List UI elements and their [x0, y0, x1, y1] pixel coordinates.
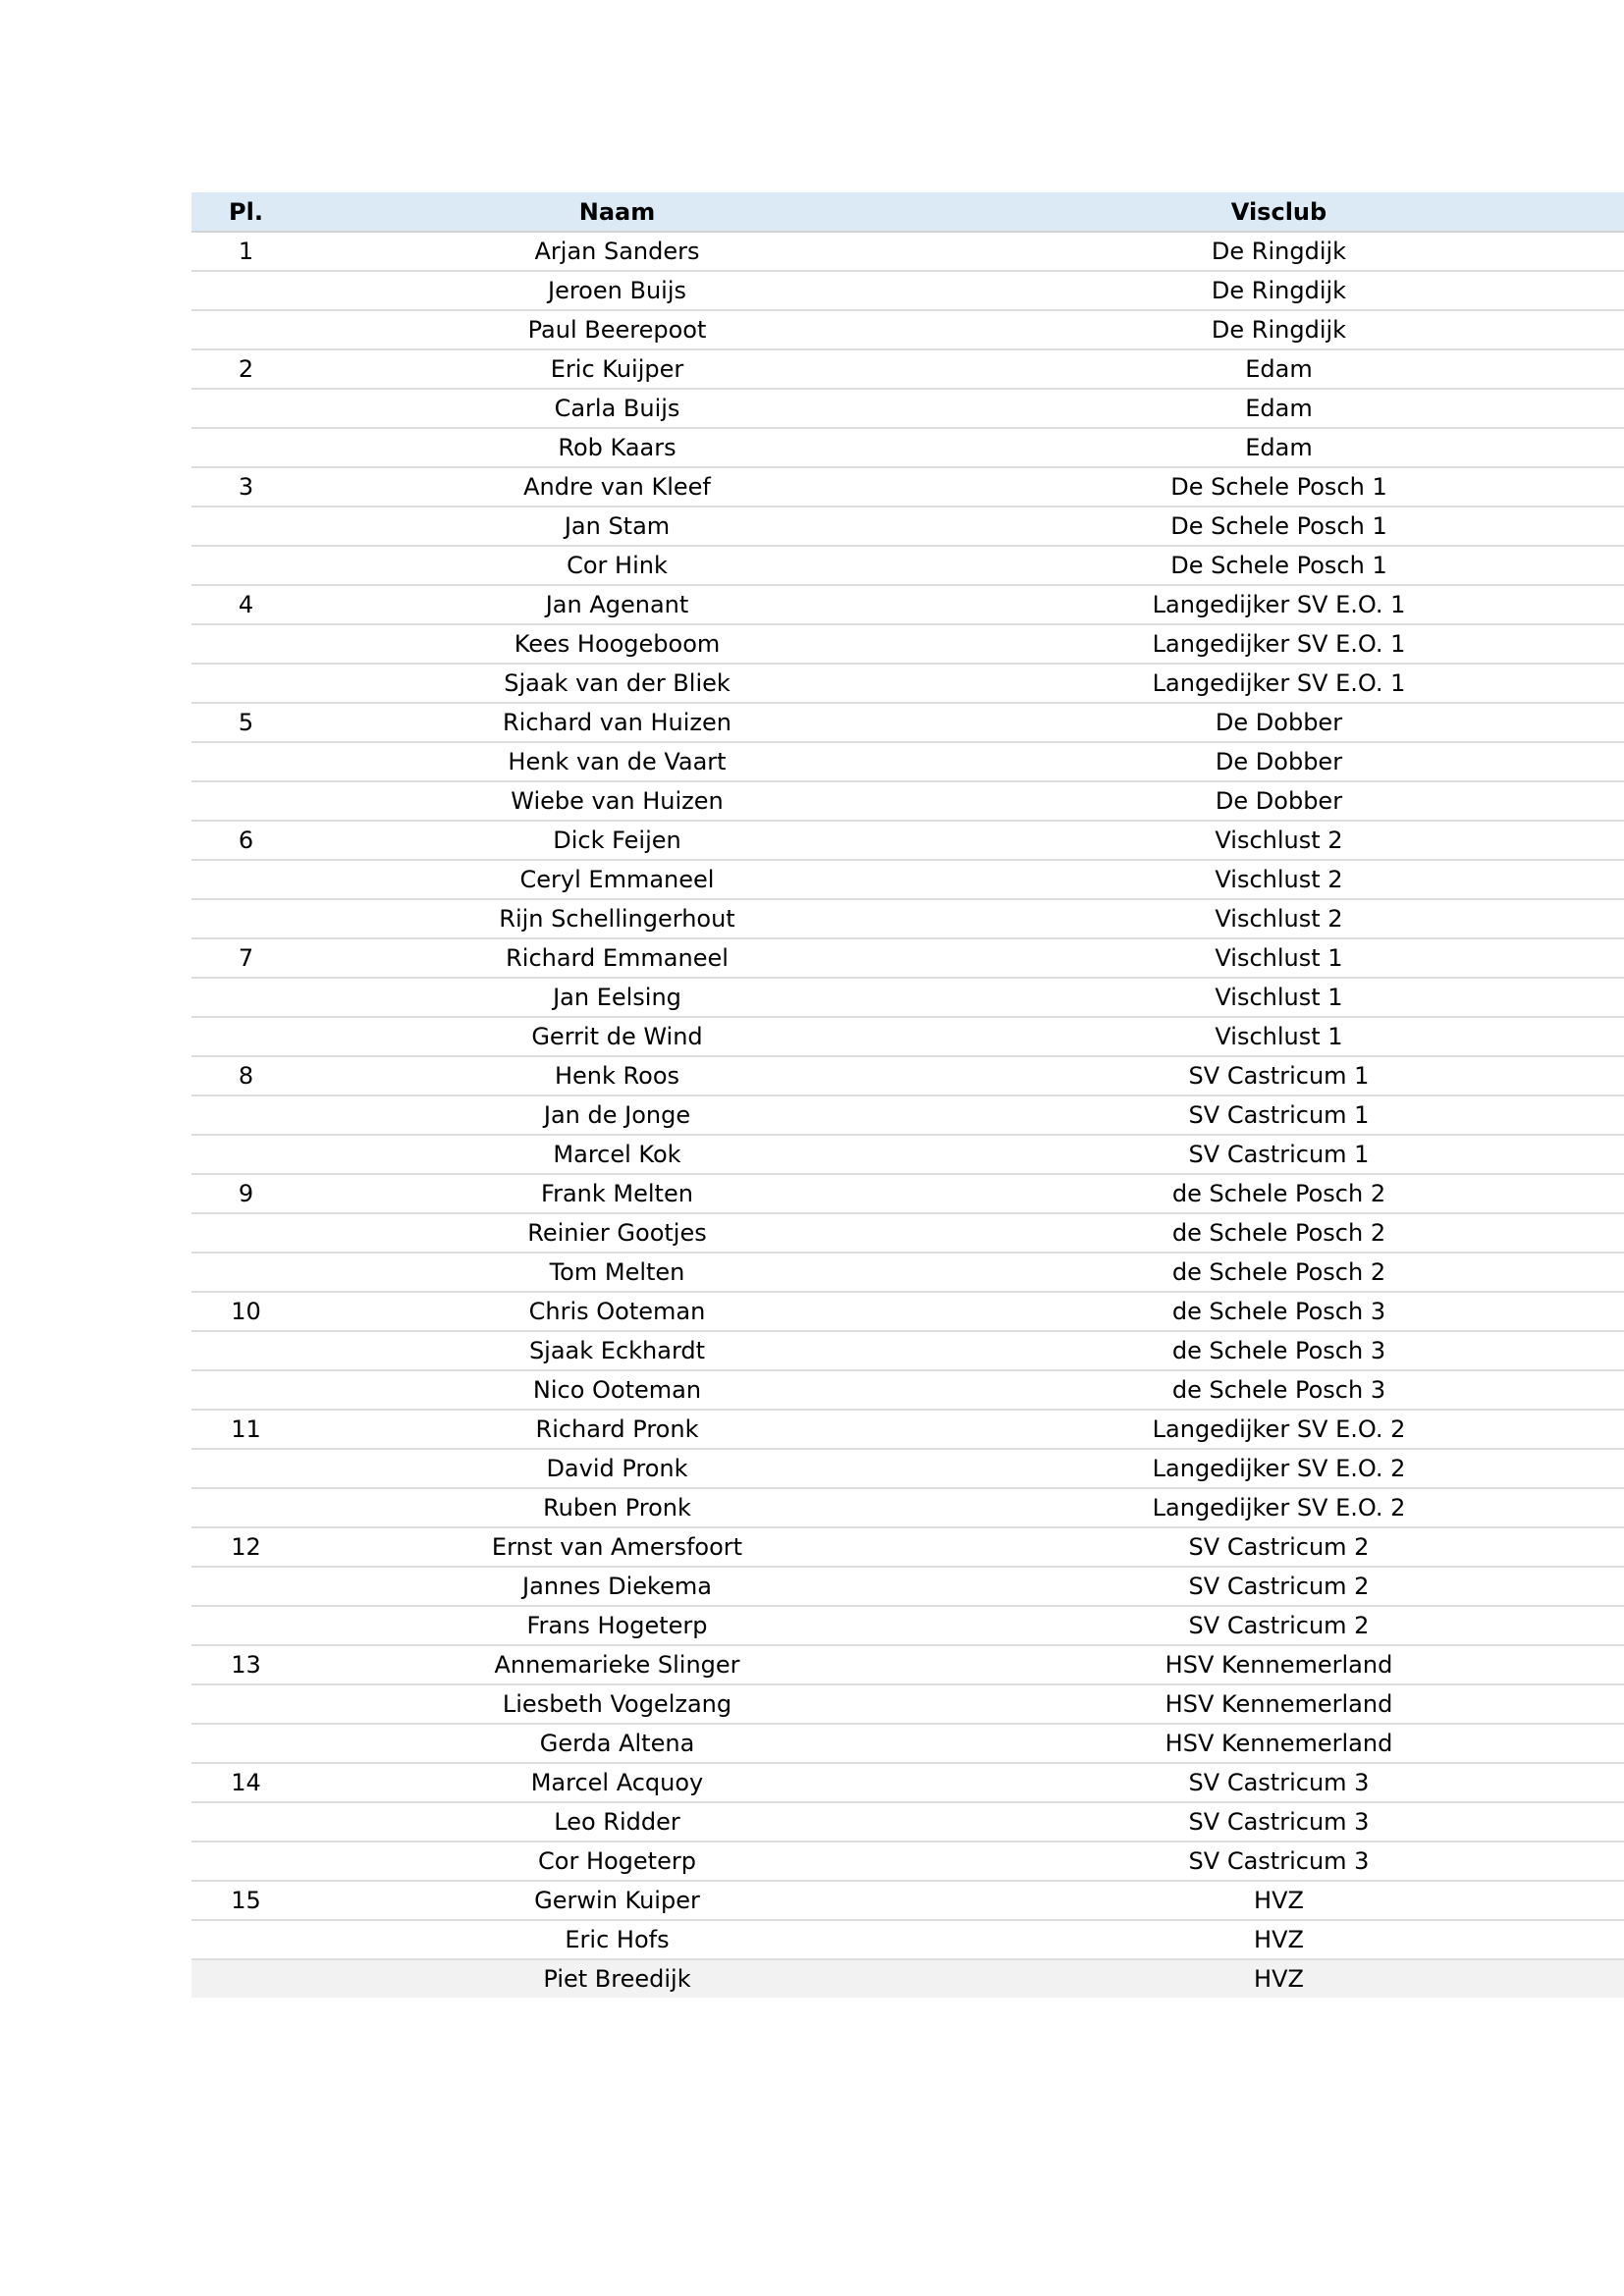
club-cell: De Schele Posch 1	[934, 467, 1624, 507]
name-cell: Ruben Pronk	[300, 1488, 934, 1527]
table-row	[191, 1488, 1624, 1527]
club-cell: de Schele Posch 2	[934, 1253, 1624, 1292]
club-cell: de Schele Posch 2	[934, 1174, 1624, 1213]
name-cell: Jan Agenant	[300, 585, 934, 624]
table-row	[191, 624, 1624, 664]
name-cell: Eric Hofs	[300, 1920, 934, 1959]
club-cell: Vischlust 1	[934, 1017, 1624, 1056]
place-cell: 9	[191, 1174, 300, 1213]
table-row	[191, 1959, 1624, 1998]
table-row	[191, 1449, 1624, 1488]
table-row	[191, 1802, 1624, 1842]
club-cell: SV Castricum 2	[934, 1527, 1624, 1567]
name-cell: Cor Hogeterp	[300, 1842, 934, 1881]
place-cell: 1	[191, 232, 300, 271]
name-cell: Paul Beerepoot	[300, 310, 934, 349]
place-cell	[191, 860, 300, 899]
table-row	[191, 1527, 1624, 1567]
results-table	[191, 192, 1624, 1998]
table-row	[191, 703, 1624, 742]
club-cell: Vischlust 2	[934, 821, 1624, 860]
name-cell: Henk Roos	[300, 1056, 934, 1095]
table-row	[191, 978, 1624, 1017]
club-cell: Langedijker SV E.O. 1	[934, 585, 1624, 624]
club-cell: Langedijker SV E.O. 1	[934, 664, 1624, 703]
place-cell	[191, 1213, 300, 1253]
name-cell: Richard Pronk	[300, 1410, 934, 1449]
club-cell: de Schele Posch 2	[934, 1213, 1624, 1253]
club-cell: De Schele Posch 1	[934, 546, 1624, 585]
table-row	[191, 1724, 1624, 1763]
table-row	[191, 1135, 1624, 1174]
place-cell	[191, 1959, 300, 1998]
name-cell: Ernst van Amersfoort	[300, 1527, 934, 1567]
name-cell: Jan Stam	[300, 507, 934, 546]
place-cell: 6	[191, 821, 300, 860]
place-cell	[191, 1331, 300, 1370]
place-cell	[191, 1017, 300, 1056]
results-body	[191, 232, 1624, 1998]
name-cell: Frans Hogeterp	[300, 1606, 934, 1645]
table-row	[191, 1684, 1624, 1724]
table-row	[191, 1253, 1624, 1292]
table-row	[191, 1763, 1624, 1802]
table-row	[191, 938, 1624, 978]
header-row	[191, 192, 1624, 232]
name-cell: Frank Melten	[300, 1174, 934, 1213]
table-row	[191, 507, 1624, 546]
place-cell	[191, 1567, 300, 1606]
column-header-name: Naam	[300, 192, 934, 232]
name-cell: Rob Kaars	[300, 428, 934, 467]
name-cell: Richard Emmaneel	[300, 938, 934, 978]
table-row	[191, 1056, 1624, 1095]
name-cell: Cor Hink	[300, 546, 934, 585]
name-cell: Sjaak Eckhardt	[300, 1331, 934, 1370]
club-cell: de Schele Posch 3	[934, 1331, 1624, 1370]
table-row	[191, 1095, 1624, 1135]
table-row	[191, 1842, 1624, 1881]
name-cell: Sjaak van der Bliek	[300, 664, 934, 703]
club-cell: SV Castricum 2	[934, 1567, 1624, 1606]
place-cell	[191, 428, 300, 467]
name-cell: Andre van Kleef	[300, 467, 934, 507]
place-cell	[191, 1370, 300, 1410]
name-cell: Dick Feijen	[300, 821, 934, 860]
table-row	[191, 467, 1624, 507]
column-header-club: Visclub	[934, 192, 1624, 232]
place-cell: 4	[191, 585, 300, 624]
place-cell	[191, 1802, 300, 1842]
table-row	[191, 1213, 1624, 1253]
place-cell	[191, 310, 300, 349]
place-cell: 15	[191, 1881, 300, 1920]
club-cell: Vischlust 1	[934, 938, 1624, 978]
name-cell: Reinier Gootjes	[300, 1213, 934, 1253]
club-cell: Langedijker SV E.O. 1	[934, 624, 1624, 664]
place-cell: 13	[191, 1645, 300, 1684]
table-row	[191, 1370, 1624, 1410]
club-cell: SV Castricum 1	[934, 1095, 1624, 1135]
name-cell: Leo Ridder	[300, 1802, 934, 1842]
place-cell	[191, 781, 300, 821]
name-cell: Carla Buijs	[300, 389, 934, 428]
table-row	[191, 821, 1624, 860]
name-cell: Gerwin Kuiper	[300, 1881, 934, 1920]
name-cell: Jeroen Buijs	[300, 271, 934, 310]
table-row	[191, 781, 1624, 821]
place-cell: 7	[191, 938, 300, 978]
table-row	[191, 271, 1624, 310]
club-cell: De Ringdijk	[934, 310, 1624, 349]
club-cell: de Schele Posch 3	[934, 1292, 1624, 1331]
place-cell	[191, 899, 300, 938]
table-row	[191, 1331, 1624, 1370]
place-cell	[191, 1135, 300, 1174]
place-cell	[191, 271, 300, 310]
club-cell: De Schele Posch 1	[934, 507, 1624, 546]
place-cell	[191, 742, 300, 781]
name-cell: Liesbeth Vogelzang	[300, 1684, 934, 1724]
place-cell	[191, 664, 300, 703]
club-cell: De Ringdijk	[934, 232, 1624, 271]
club-cell: SV Castricum 3	[934, 1763, 1624, 1802]
table-row	[191, 585, 1624, 624]
place-cell	[191, 978, 300, 1017]
club-cell: SV Castricum 3	[934, 1802, 1624, 1842]
table-row	[191, 1881, 1624, 1920]
club-cell: De Dobber	[934, 781, 1624, 821]
name-cell: Annemarieke Slinger	[300, 1645, 934, 1684]
table-row	[191, 1174, 1624, 1213]
club-cell: HVZ	[934, 1881, 1624, 1920]
club-cell: Edam	[934, 428, 1624, 467]
table-row	[191, 664, 1624, 703]
name-cell: Jan Eelsing	[300, 978, 934, 1017]
table-row	[191, 742, 1624, 781]
place-cell	[191, 1253, 300, 1292]
club-cell: Langedijker SV E.O. 2	[934, 1410, 1624, 1449]
club-cell: SV Castricum 1	[934, 1056, 1624, 1095]
name-cell: Arjan Sanders	[300, 232, 934, 271]
club-cell: Vischlust 2	[934, 899, 1624, 938]
place-cell	[191, 1684, 300, 1724]
table-row	[191, 860, 1624, 899]
table-row	[191, 428, 1624, 467]
place-cell: 8	[191, 1056, 300, 1095]
place-cell	[191, 1724, 300, 1763]
place-cell: 10	[191, 1292, 300, 1331]
club-cell: De Dobber	[934, 742, 1624, 781]
table-row	[191, 1606, 1624, 1645]
name-cell: Gerda Altena	[300, 1724, 934, 1763]
table-row	[191, 899, 1624, 938]
place-cell	[191, 546, 300, 585]
table-row	[191, 1017, 1624, 1056]
name-cell: Jan de Jonge	[300, 1095, 934, 1135]
name-cell: Rijn Schellingerhout	[300, 899, 934, 938]
place-cell	[191, 624, 300, 664]
place-cell: 11	[191, 1410, 300, 1449]
name-cell: Chris Ooteman	[300, 1292, 934, 1331]
club-cell: Vischlust 1	[934, 978, 1624, 1017]
name-cell: Ceryl Emmaneel	[300, 860, 934, 899]
name-cell: David Pronk	[300, 1449, 934, 1488]
name-cell: Piet Breedijk	[300, 1959, 934, 1998]
table-row	[191, 1410, 1624, 1449]
club-cell: de Schele Posch 3	[934, 1370, 1624, 1410]
place-cell: 5	[191, 703, 300, 742]
club-cell: Vischlust 2	[934, 860, 1624, 899]
name-cell: Henk van de Vaart	[300, 742, 934, 781]
club-cell: Edam	[934, 349, 1624, 389]
club-cell: De Ringdijk	[934, 271, 1624, 310]
club-cell: HSV Kennemerland	[934, 1645, 1624, 1684]
place-cell	[191, 1606, 300, 1645]
place-cell	[191, 507, 300, 546]
name-cell: Gerrit de Wind	[300, 1017, 934, 1056]
club-cell: HVZ	[934, 1959, 1624, 1998]
table-row	[191, 232, 1624, 271]
name-cell: Eric Kuijper	[300, 349, 934, 389]
name-cell: Richard van Huizen	[300, 703, 934, 742]
club-cell: Langedijker SV E.O. 2	[934, 1488, 1624, 1527]
table-row	[191, 310, 1624, 349]
place-cell: 3	[191, 467, 300, 507]
club-cell: HVZ	[934, 1920, 1624, 1959]
club-cell: HSV Kennemerland	[934, 1684, 1624, 1724]
club-cell: SV Castricum 2	[934, 1606, 1624, 1645]
table-row	[191, 546, 1624, 585]
club-cell: De Dobber	[934, 703, 1624, 742]
table-row	[191, 1920, 1624, 1959]
name-cell: Marcel Kok	[300, 1135, 934, 1174]
table-row	[191, 1645, 1624, 1684]
club-cell: SV Castricum 3	[934, 1842, 1624, 1881]
club-cell: Edam	[934, 389, 1624, 428]
name-cell: Marcel Acquoy	[300, 1763, 934, 1802]
club-cell: Langedijker SV E.O. 2	[934, 1449, 1624, 1488]
place-cell	[191, 1095, 300, 1135]
club-cell: HSV Kennemerland	[934, 1724, 1624, 1763]
place-cell	[191, 1842, 300, 1881]
table-row	[191, 1292, 1624, 1331]
column-header-place: Pl.	[191, 192, 300, 232]
table-row	[191, 349, 1624, 389]
place-cell	[191, 1488, 300, 1527]
name-cell: Jannes Diekema	[300, 1567, 934, 1606]
name-cell: Wiebe van Huizen	[300, 781, 934, 821]
place-cell: 12	[191, 1527, 300, 1567]
place-cell	[191, 1920, 300, 1959]
name-cell: Tom Melten	[300, 1253, 934, 1292]
place-cell	[191, 389, 300, 428]
club-cell: SV Castricum 1	[934, 1135, 1624, 1174]
name-cell: Kees Hoogeboom	[300, 624, 934, 664]
name-cell: Nico Ooteman	[300, 1370, 934, 1410]
place-cell: 14	[191, 1763, 300, 1802]
table-row	[191, 389, 1624, 428]
place-cell	[191, 1449, 300, 1488]
place-cell: 2	[191, 349, 300, 389]
table-row	[191, 1567, 1624, 1606]
